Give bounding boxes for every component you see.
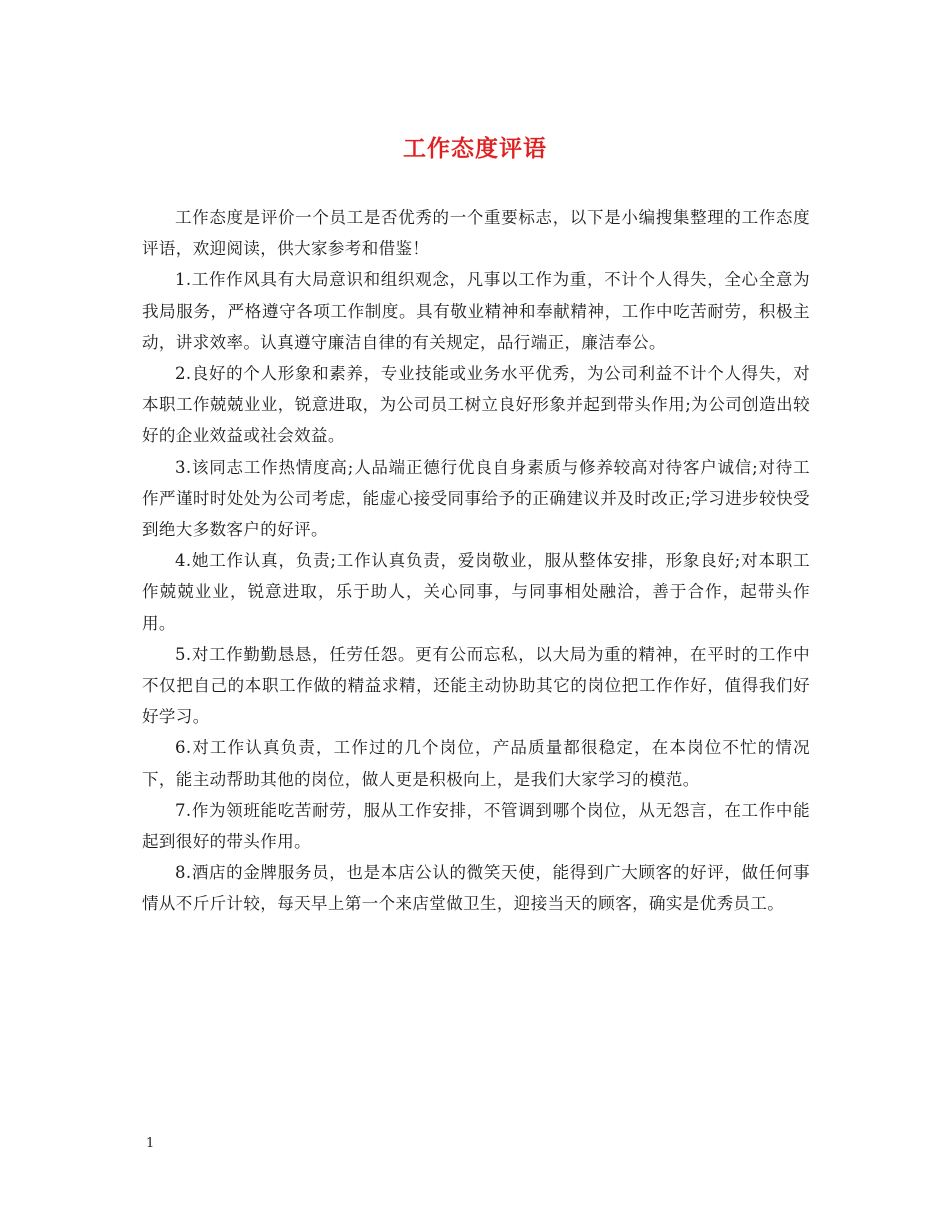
comment-paragraph-4: 4.她工作认真，负责;工作认真负责，爱岗敬业，服从整体安排，形象良好;对本职工作兢兢业业，锐意进取，乐于助人，关心同事，与同事相处融洽，善于合作，起带头作用。 [142, 551, 810, 633]
comment-paragraph-1: 1.工作作风具有大局意识和组织观念，凡事以工作为重，不计个人得失，全心全意为我局服务，严格遵守各项工作制度。具有敬业精神和奉献精神，工作中吃苦耐劳，积极主动，讲求效率。认真遵守廉洁自律的有关规定，品行端正，廉洁奉公。 [142, 270, 810, 352]
intro-paragraph: 工作态度是评价一个员工是否优秀的一个重要标志，以下是小编搜集整理的工作态度评语，欢迎阅读，供大家参考和借鉴！ [142, 208, 810, 259]
comment-paragraph-5: 5.对工作勤勤恳恳，任劳任怨。更有公而忘私，以大局为重的精神，在平时的工作中不仅把自己的本职工作做的精益求精，还能主动协助其它的岗位把工作作好，值得我们好好学习。 [142, 644, 810, 727]
comment-paragraph-6: 6.对工作认真负责，工作过的几个岗位，产品质量都很稳定，在本岗位不忙的情况下，能主动帮助其他的岗位，做人更是积极向上，是我们大家学习的模范。 [142, 738, 810, 789]
comment-paragraph-8: 8.酒店的金牌服务员，也是本店公认的微笑天使，能得到广大顾客的好评，做任何事情从不斤斤计较，每天早上第一个来店堂做卫生，迎接当天的顾客，确实是优秀员工。 [142, 863, 810, 914]
document-title: 工作态度评语 [403, 135, 547, 162]
page-number: 1 [146, 1136, 155, 1151]
document-body [142, 202, 810, 920]
comment-paragraph-2: 2.良好的个人形象和素养，专业技能或业务水平优秀，为公司利益不计个人得失，对本职工作兢兢业业，锐意进取，为公司员工树立良好形象并起到带头作用;为公司创造出较好的企业效益或社会效益。 [142, 364, 810, 446]
comment-paragraph-7: 7.作为领班能吃苦耐劳，服从工作安排，不管调到哪个岗位，从无怨言，在工作中能起到很好的带头作用。 [142, 800, 810, 852]
comment-paragraph-3: 3.该同志工作热情度高;人品端正德行优良自身素质与修养较高对待客户诚信;对待工作严谨时时处处为公司考虑，能虚心接受同事给予的正确建议并及时改正;学习进步较快受到绝大多数客户的好评。 [142, 457, 810, 540]
